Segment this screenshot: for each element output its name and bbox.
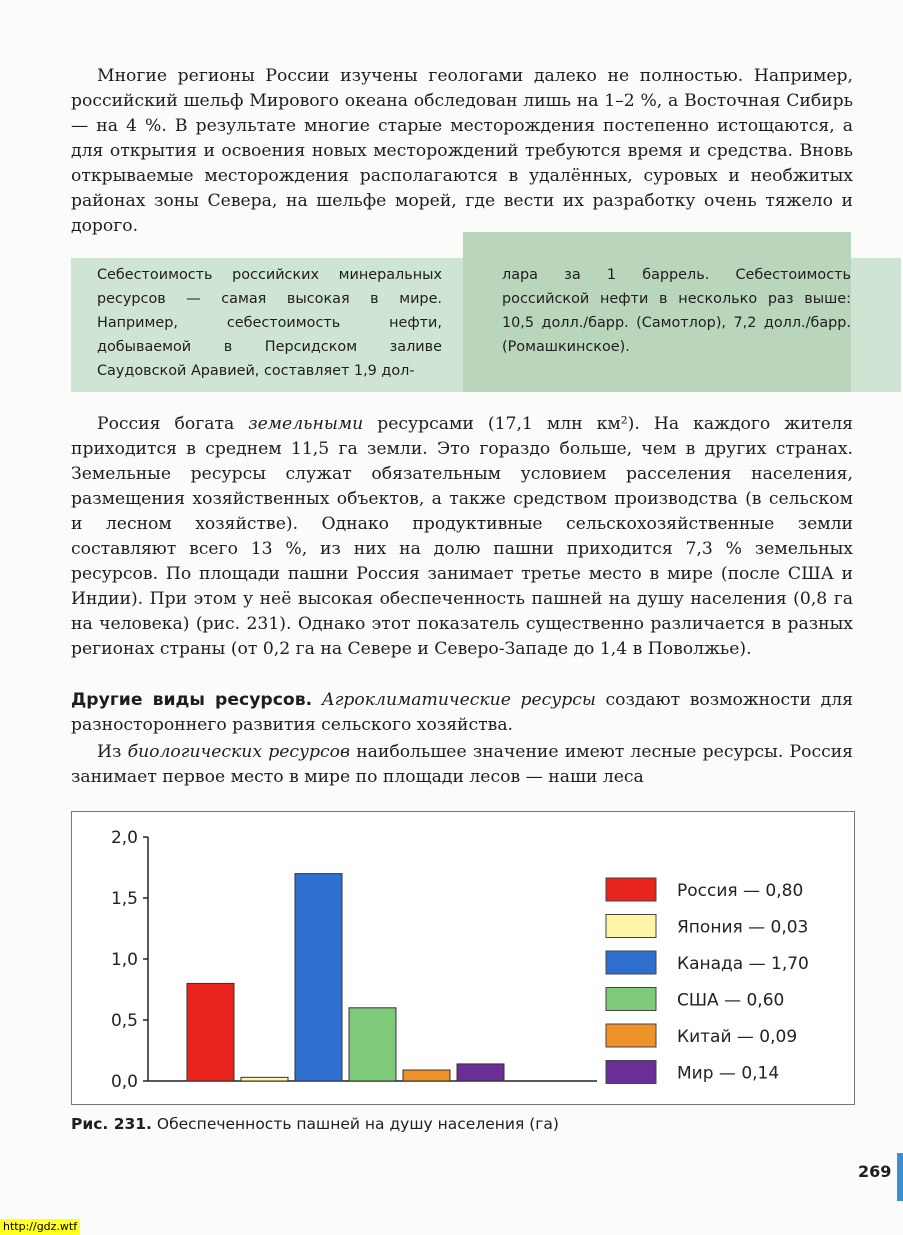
legend-label-1: Россия — 0,80 — [677, 881, 804, 901]
bio-term: биологических ресурсов — [127, 742, 350, 762]
y-tick-label: 1,5 — [110, 889, 138, 909]
note-left-column: Себестоимость российских минеральных ресурсов — самая высокая в мире. Например, себестоимость нефти, добываемой в Персидском заливе Саудовской Аравией, составляет 1,9 дол- — [97, 267, 442, 379]
y-tick-label: 1,0 — [110, 950, 138, 970]
bio-text-b: наибольшее значение имеют лесные ресурсы. Россия занимает первое место в мире по площади лесов — наши леса — [71, 742, 853, 787]
bar-6 — [457, 1064, 504, 1081]
paragraph-geology-text: Многие регионы России изучены геологами далеко не полностью. Например, российский шельф Мирового океана обследован лишь на 1–2 %, а Восточная Сибирь — на 4 %. В результате многие старые месторождения постепенно истощаются, а для открытия и освоения новых месторождений требуются время и средства. Вновь открываемые месторождения располагаются в удалённых, суровых и необжитых районах зоны Севера, на шельфе морей, где вести их разработку очень тяжело и дорого. — [71, 66, 853, 236]
bio-text-a: Из — [97, 742, 128, 762]
bar-1 — [187, 983, 234, 1081]
land-term: земельными — [248, 414, 364, 434]
legend-swatch-4 — [606, 988, 656, 1011]
y-tick-label: 2,0 — [110, 828, 138, 848]
legend-swatch-2 — [606, 915, 656, 938]
paragraph-geology — [71, 64, 853, 239]
legend-label-2: Япония — 0,03 — [677, 917, 809, 938]
legend-swatch-3 — [606, 951, 656, 974]
legend-label-5: Китай — 0,09 — [677, 1027, 798, 1047]
legend-swatch-6 — [606, 1061, 656, 1084]
caption-label: Рис. 231. — [71, 1115, 152, 1133]
caption-text: Обеспеченность пашней на душу населения (га) — [151, 1115, 559, 1133]
legend-label-6: Мир — 0,14 — [677, 1063, 780, 1084]
paragraph-land — [71, 412, 853, 662]
watermark-link[interactable]: http://gdz.wtf — [0, 1219, 80, 1235]
legend-swatch-1 — [606, 878, 656, 901]
agro-text: создают возможности для разностороннего развития сельского хозяйства. — [71, 690, 853, 735]
paragraph-bio — [71, 740, 853, 790]
bar-5 — [403, 1070, 450, 1081]
note-right-column: лара за 1 баррель. Себестоимость российской нефти в несколько раз выше: 10,5 долл./барр. (Самотлор), 7,2 долл./барр. (Ромашкинское). — [502, 267, 851, 355]
agro-term: Агроклиматические ресурсы — [321, 690, 596, 710]
bar-3 — [295, 874, 342, 1081]
page-number: 269 — [858, 1162, 892, 1181]
legend-label-4: США — 0,60 — [677, 990, 785, 1011]
chart-figure — [71, 811, 855, 1105]
bar-2 — [241, 1077, 288, 1081]
y-tick-label: 0,0 — [110, 1072, 138, 1092]
y-tick-label: 0,5 — [110, 1011, 138, 1031]
land-text-b: ресурсами (17,1 млн км²). На каждого жителя приходится в среднем 11,5 га земли. Это гораздо больше, чем в других странах. Земельные ресурсы служат обязательным условием расселения населения, размещения хозяйственных объектов, а также средством производства (в сельском и лесном хозяйстве). Однако продуктивные сельскохозяйственные земли составляют всего 13 %, из них на долю пашни приходится 7,3 % земельных ресурсов. По площади пашни Россия занимает третье место в мире (после США и Индии). При этом у неё высокая обеспеченность пашней на душу населения (0,8 га на человека) (рис. 231). Однако этот показатель существенно различается в разных регионах страны (от 0,2 га на Севере и Северо-Западе до 1,4 в Поволжье). — [71, 414, 853, 659]
figure-caption — [71, 1115, 559, 1133]
bar-4 — [349, 1008, 396, 1081]
legend-swatch-5 — [606, 1024, 656, 1047]
page-edge-marker — [897, 1153, 903, 1201]
section-heading: Другие виды ресурсов. — [71, 690, 313, 710]
land-text-a: Россия богата — [97, 414, 249, 434]
bar-chart — [72, 812, 854, 1104]
paragraph-other-resources — [71, 688, 853, 738]
legend-label-3: Канада — 1,70 — [677, 954, 809, 974]
